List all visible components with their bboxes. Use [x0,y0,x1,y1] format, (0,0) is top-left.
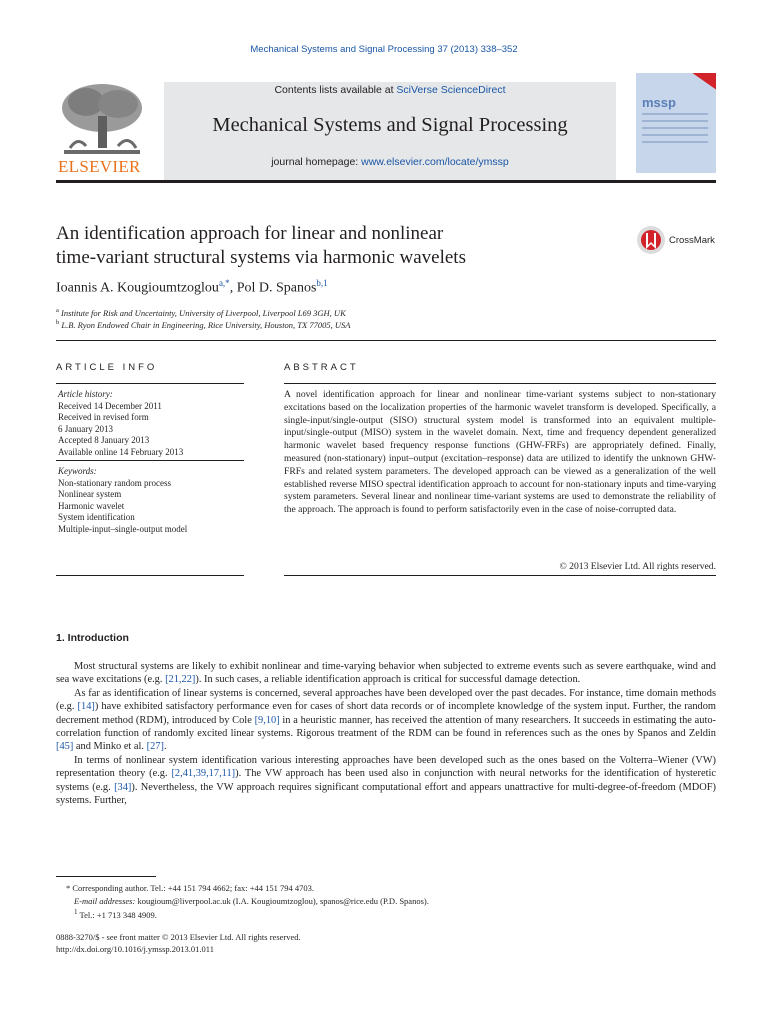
reference-link[interactable]: [21,22] [165,674,196,686]
masthead-rule [56,180,716,183]
crossmark-label: CrossMark [669,235,715,246]
abstract-copyright: © 2013 Elsevier Ltd. All rights reserved. [559,561,716,572]
paper-title-line-1: An identification approach for linear and nonlinear [56,223,444,244]
keywords [58,466,187,535]
cover-corner-ribbon [682,73,716,93]
keyword: Harmonic wavelet [58,500,125,511]
footnote-rule [56,876,156,877]
reference-link[interactable]: [27] [146,741,164,753]
history-entry: Received in revised form [58,412,149,422]
footnote-marker: 1 [74,908,78,916]
corresponding-author-note: Corresponding author. Tel.: +44 151 794 4662; fax: +44 151 794 4703. [72,883,314,893]
affiliation-marker: a [56,307,59,314]
introduction-body [56,660,716,807]
article-history-label: Article history: [58,389,113,399]
journal-cover-thumbnail[interactable] [636,73,716,173]
cover-journal-abbrev: mssp [642,95,676,110]
paper-title-line-2: time-variant structural systems via harmonic wavelets [56,247,466,268]
author-separator: , [229,280,237,296]
homepage-prefix: journal homepage: [271,156,362,168]
reference-link[interactable]: [2,41,39,17,11] [171,768,236,780]
intro-paragraph: In terms of nonlinear system identification various interesting approaches have been developed such as the ones based on the Volterra–Wiener (VW) representation theory (e.g. [2,41,39,17,11]). The VW approach has been used also in conjunction with neural networks for the identification of hysteretic systems (e.g. [34]). Nevertheless, the VW approach requires significant computational effort and appears unattractive for multi-degree-of-freedom (MDOF) systems. Further, [56,754,716,807]
affiliation-marker: b [56,319,60,326]
affiliation-text: Institute for Risk and Uncertainty, University of Liverpool, Liverpool L69 3GH, UK [61,307,346,318]
telephone-note: Tel.: +1 713 348 4909. [79,909,157,920]
journal-homepage [164,156,616,168]
affiliation [56,307,346,318]
sciencedirect-link[interactable]: SciVerse ScienceDirect [396,84,506,96]
footnote-corresponding [66,883,314,893]
article-history [58,389,183,458]
article-info-divider [56,460,244,461]
homepage-link[interactable]: www.elsevier.com/locate/ymssp [361,156,509,168]
journal-title: Mechanical Systems and Signal Processing [212,114,568,136]
journal-citation[interactable]: Mechanical Systems and Signal Processing 37 (2013) 338–352 [250,44,518,55]
keywords-label: Keywords: [58,466,97,476]
section-rule [56,340,716,341]
keyword: Non-stationary random process [58,477,171,488]
keyword: Nonlinear system [58,489,122,499]
author-affiliation-marker[interactable]: a,* [218,278,230,288]
affiliation-text: L.B. Ryon Endowed Chair in Engineering, Rice University, Houston, TX 77005, USA [61,319,351,330]
article-info-rule [56,383,244,384]
contents-availability [164,82,616,96]
intro-paragraph: Most structural systems are likely to exhibit nonlinear and time-varying behavior when subjected to extreme events such as severe earthquake, wind and sea wave excitations (e.g. [21,22]). In such cases, a reliable identification approach is critical for successful damage detection. [56,661,716,686]
footnote-emails [74,896,429,906]
reference-link[interactable]: [45] [56,741,74,753]
keyword: Multiple-input–single-output model [58,523,188,534]
history-entry: Accepted 8 January 2013 [58,435,150,445]
footnote-marker: * [66,883,71,893]
author-list [56,278,328,297]
intro-paragraph: As far as identification of linear systems is concerned, several approaches have been developed over the past decades. For instance, time domain methods (e.g. [14]) have exhibited satisfactory performance even for cases of short data records or of incomplete knowledge of the system input. Further, the random decrement method (RDM), introduced by Cole [9,10] in a heuristic manner, has received the attention of many researchers. It succeeds in estimating the auto-correlation function of randomly excited linear systems. Rigorous treatment of the RDM can be found in references such as the ones by Spanos and Zeldin [45] and Minko et al. [27]. [56,687,716,753]
email-addresses[interactable]: kougioum@liverpool.ac.uk (I.A. Kougioumtzoglou), spanos@rice.edu (P.D. Spanos). [135,896,429,906]
email-label: E-mail addresses: [74,896,136,906]
crossmark-badge[interactable] [636,224,720,260]
history-entry: 6 January 2013 [58,423,113,434]
abstract-heading: ABSTRACT [284,362,359,373]
reference-link[interactable]: [34] [114,781,132,793]
reference-link[interactable]: [9,10] [254,714,280,726]
crossmark-icon [636,225,666,255]
paper-title [56,222,616,270]
article-info-bottom-rule [56,575,244,576]
introduction-heading: 1. Introduction [56,632,129,644]
front-matter-note: 0888-3270/$ - see front matter © 2013 Elsevier Ltd. All rights reserved. [56,932,301,942]
footnote-telephone [74,908,157,920]
author-affiliation-marker[interactable]: b,1 [316,278,328,288]
abstract-rule [284,383,716,384]
abstract-bottom-rule [284,575,716,576]
reference-link[interactable]: [14] [77,701,95,713]
history-entry: Received 14 December 2011 [58,400,162,411]
affiliation [56,319,350,330]
contents-prefix: Contents lists available at [274,84,397,96]
doi-link[interactable]: http://dx.doi.org/10.1016/j.ymssp.2013.01.011 [56,944,214,954]
author-name[interactable]: Ioannis A. Kougioumtzoglou [56,280,219,296]
article-info-heading: ARTICLE INFO [56,362,158,373]
elsevier-wordmark: ELSEVIER [58,157,141,176]
history-entry: Available online 14 February 2013 [58,446,184,457]
cover-decoration [642,113,708,148]
abstract-text: A novel identification approach for linear and nonlinear time-variant systems subject to non-stationary excitations based on the localization properties of the harmonic wavelet transform is developed. Specifically, a single-input/single-output (SISO) structural system model is transformed into an equivalent multiple-input/single-output (MISO) system in the wavelet domain. Next, time and frequency dependent generalized harmonic wavelet based frequency response functions (GHW-FRFs) are appropriately defined. Finally, measured (non-stationary) input–output (excitation–response) data are utilized to identify the unknown GHW-FRFs and related system parameters. The developed approach can be viewed as a generalization of the well established reverse MISO spectral identification approach to account for non-stationary inputs and time-varying system parameters. Several linear and nonlinear time-variant systems are used to demonstrate the reliability of the approach. The approach is found to perform satisfactorily even in the case of noise-corrupted data. [284,389,716,516]
keyword: System identification [58,512,135,522]
author-name[interactable]: Pol D. Spanos [236,280,317,296]
